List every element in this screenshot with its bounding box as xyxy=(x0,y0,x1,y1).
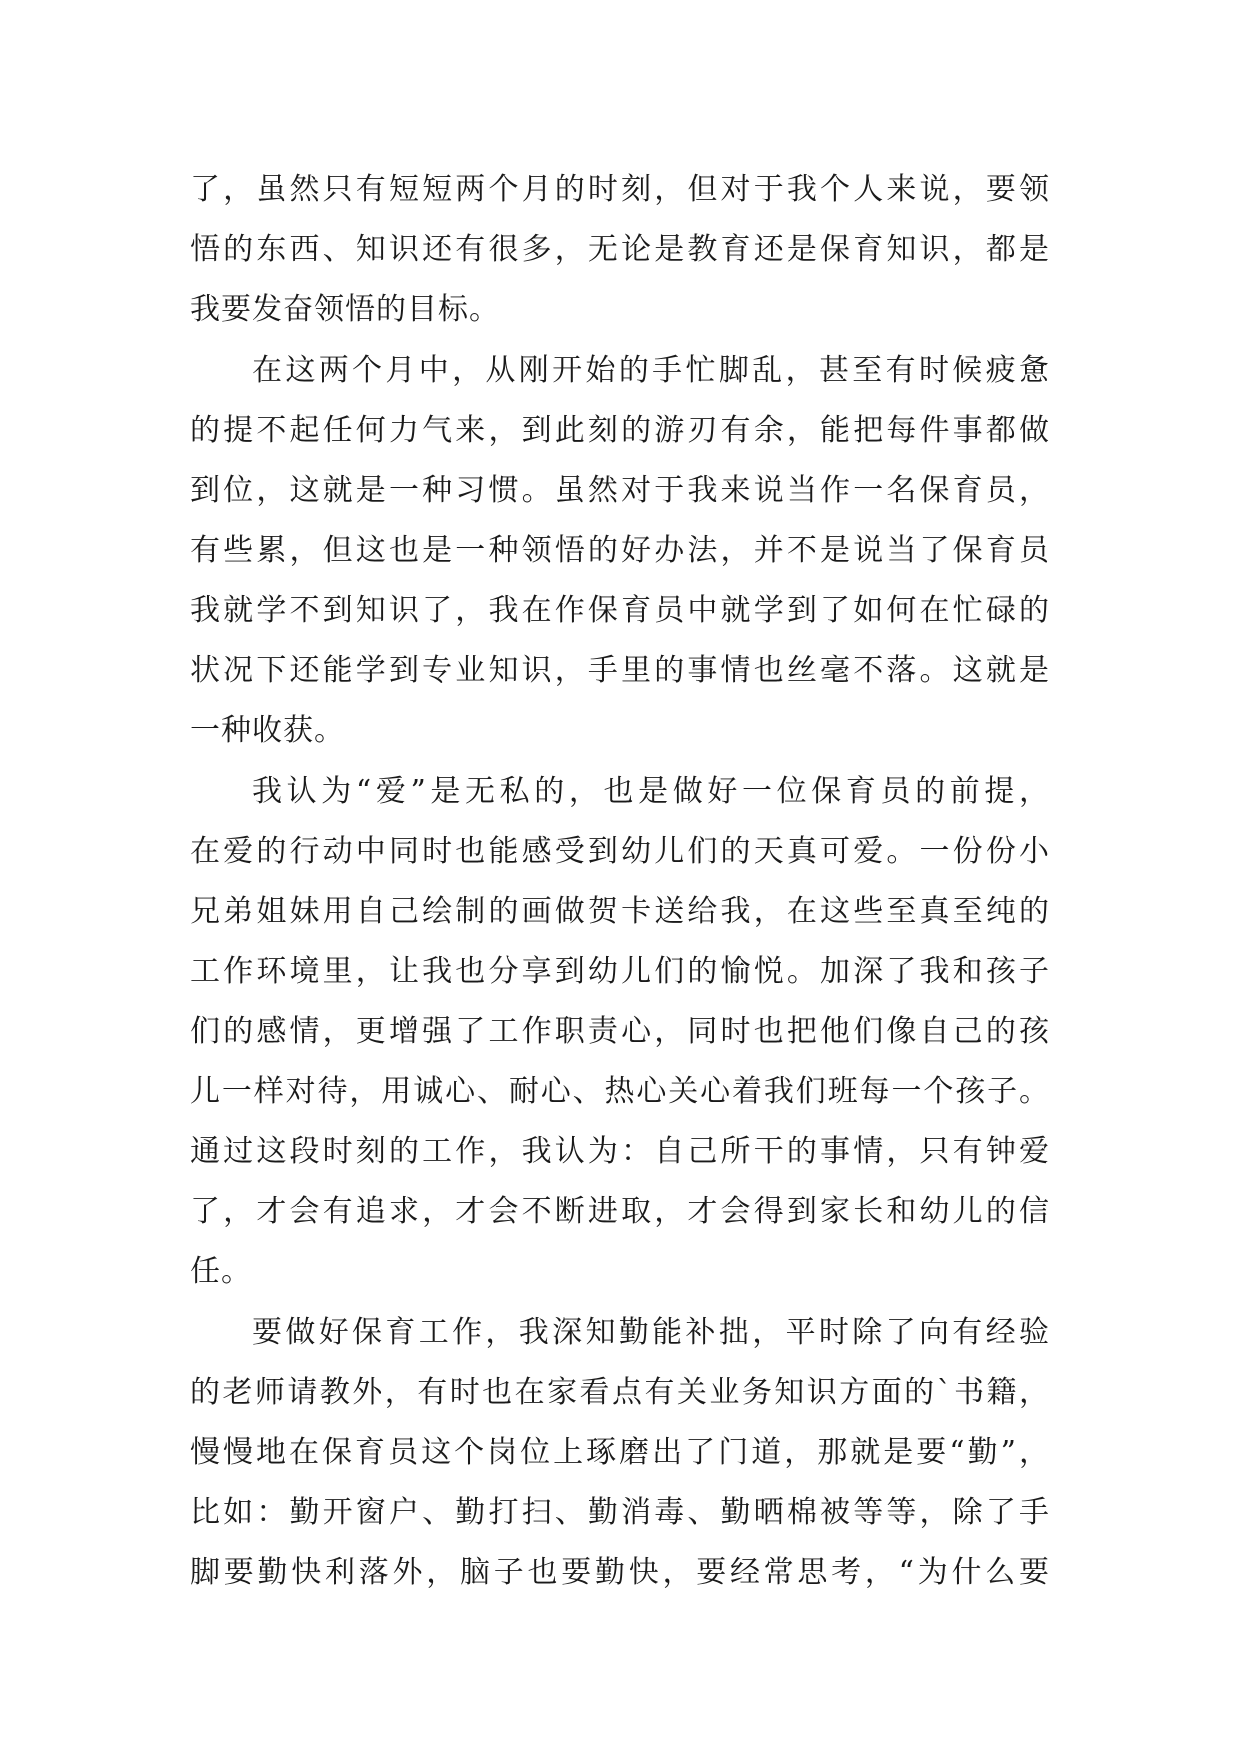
paragraph-4 xyxy=(190,1303,1050,1603)
text-line: 在爱的行动中同时也能感受到幼儿们的天真可爱。一份份小 xyxy=(190,834,1050,869)
text-line: 比如：勤开窗户、勤打扫、勤消毒、勤晒棉被等等，除了手 xyxy=(190,1495,1050,1530)
text-line: 悟的东西、知识还有很多，无论是教育还是保育知识，都是 xyxy=(190,232,1050,267)
text-line: 有些累，但这也是一种领悟的好办法，并不是说当了保育员 xyxy=(190,533,1050,568)
text-line: 们的感情，更增强了工作职责心，同时也把他们像自己的孩 xyxy=(190,1014,1050,1049)
paragraph-1 xyxy=(190,160,1050,340)
text-line: 一种收获。 xyxy=(190,713,345,748)
text-line: 了，虽然只有短短两个月的时刻，但对于我个人来说，要领 xyxy=(190,172,1050,207)
text-line: 的提不起任何力气来，到此刻的游刃有余，能把每件事都做 xyxy=(190,413,1050,448)
text-line: 兄弟姐妹用自己绘制的画做贺卡送给我，在这些至真至纯的 xyxy=(190,894,1050,929)
text-line: 任。 xyxy=(190,1254,252,1289)
text-line: 我就学不到知识了，我在作保育员中就学到了如何在忙碌的 xyxy=(190,593,1050,628)
text-line: 要做好保育工作，我深知勤能补拙，平时除了向有经验 xyxy=(252,1315,1050,1350)
text-line: 慢慢地在保育员这个岗位上琢磨出了门道，那就是要“勤”， xyxy=(190,1435,1050,1470)
text-line: 工作环境里，让我也分享到幼儿们的愉悦。加深了我和孩子 xyxy=(190,954,1050,989)
document-body xyxy=(190,160,1050,1604)
text-line: 我要发奋领悟的目标。 xyxy=(190,292,500,327)
text-line: 儿一样对待，用诚心、耐心、热心关心着我们班每一个孩子。 xyxy=(190,1074,1050,1109)
text-line: 到位，这就是一种习惯。虽然对于我来说当作一名保育员， xyxy=(190,473,1050,508)
text-line: 了，才会有追求，才会不断进取，才会得到家长和幼儿的信 xyxy=(190,1194,1050,1229)
text-line: 状况下还能学到专业知识，手里的事情也丝毫不落。这就是 xyxy=(190,653,1050,688)
text-line: 我认为“爱”是无私的，也是做好一位保育员的前提， xyxy=(252,774,1050,809)
paragraph-2 xyxy=(190,341,1050,761)
text-line: 在这两个月中，从刚开始的手忙脚乱，甚至有时候疲惫 xyxy=(252,353,1050,388)
text-line: 通过这段时刻的工作，我认为：自己所干的事情，只有钟爱 xyxy=(190,1134,1050,1169)
text-line: 脚要勤快利落外，脑子也要勤快，要经常思考，“为什么要 xyxy=(190,1555,1050,1590)
paragraph-3 xyxy=(190,762,1050,1302)
text-line: 的老师请教外，有时也在家看点有关业务知识方面的`书籍， xyxy=(190,1375,1050,1410)
